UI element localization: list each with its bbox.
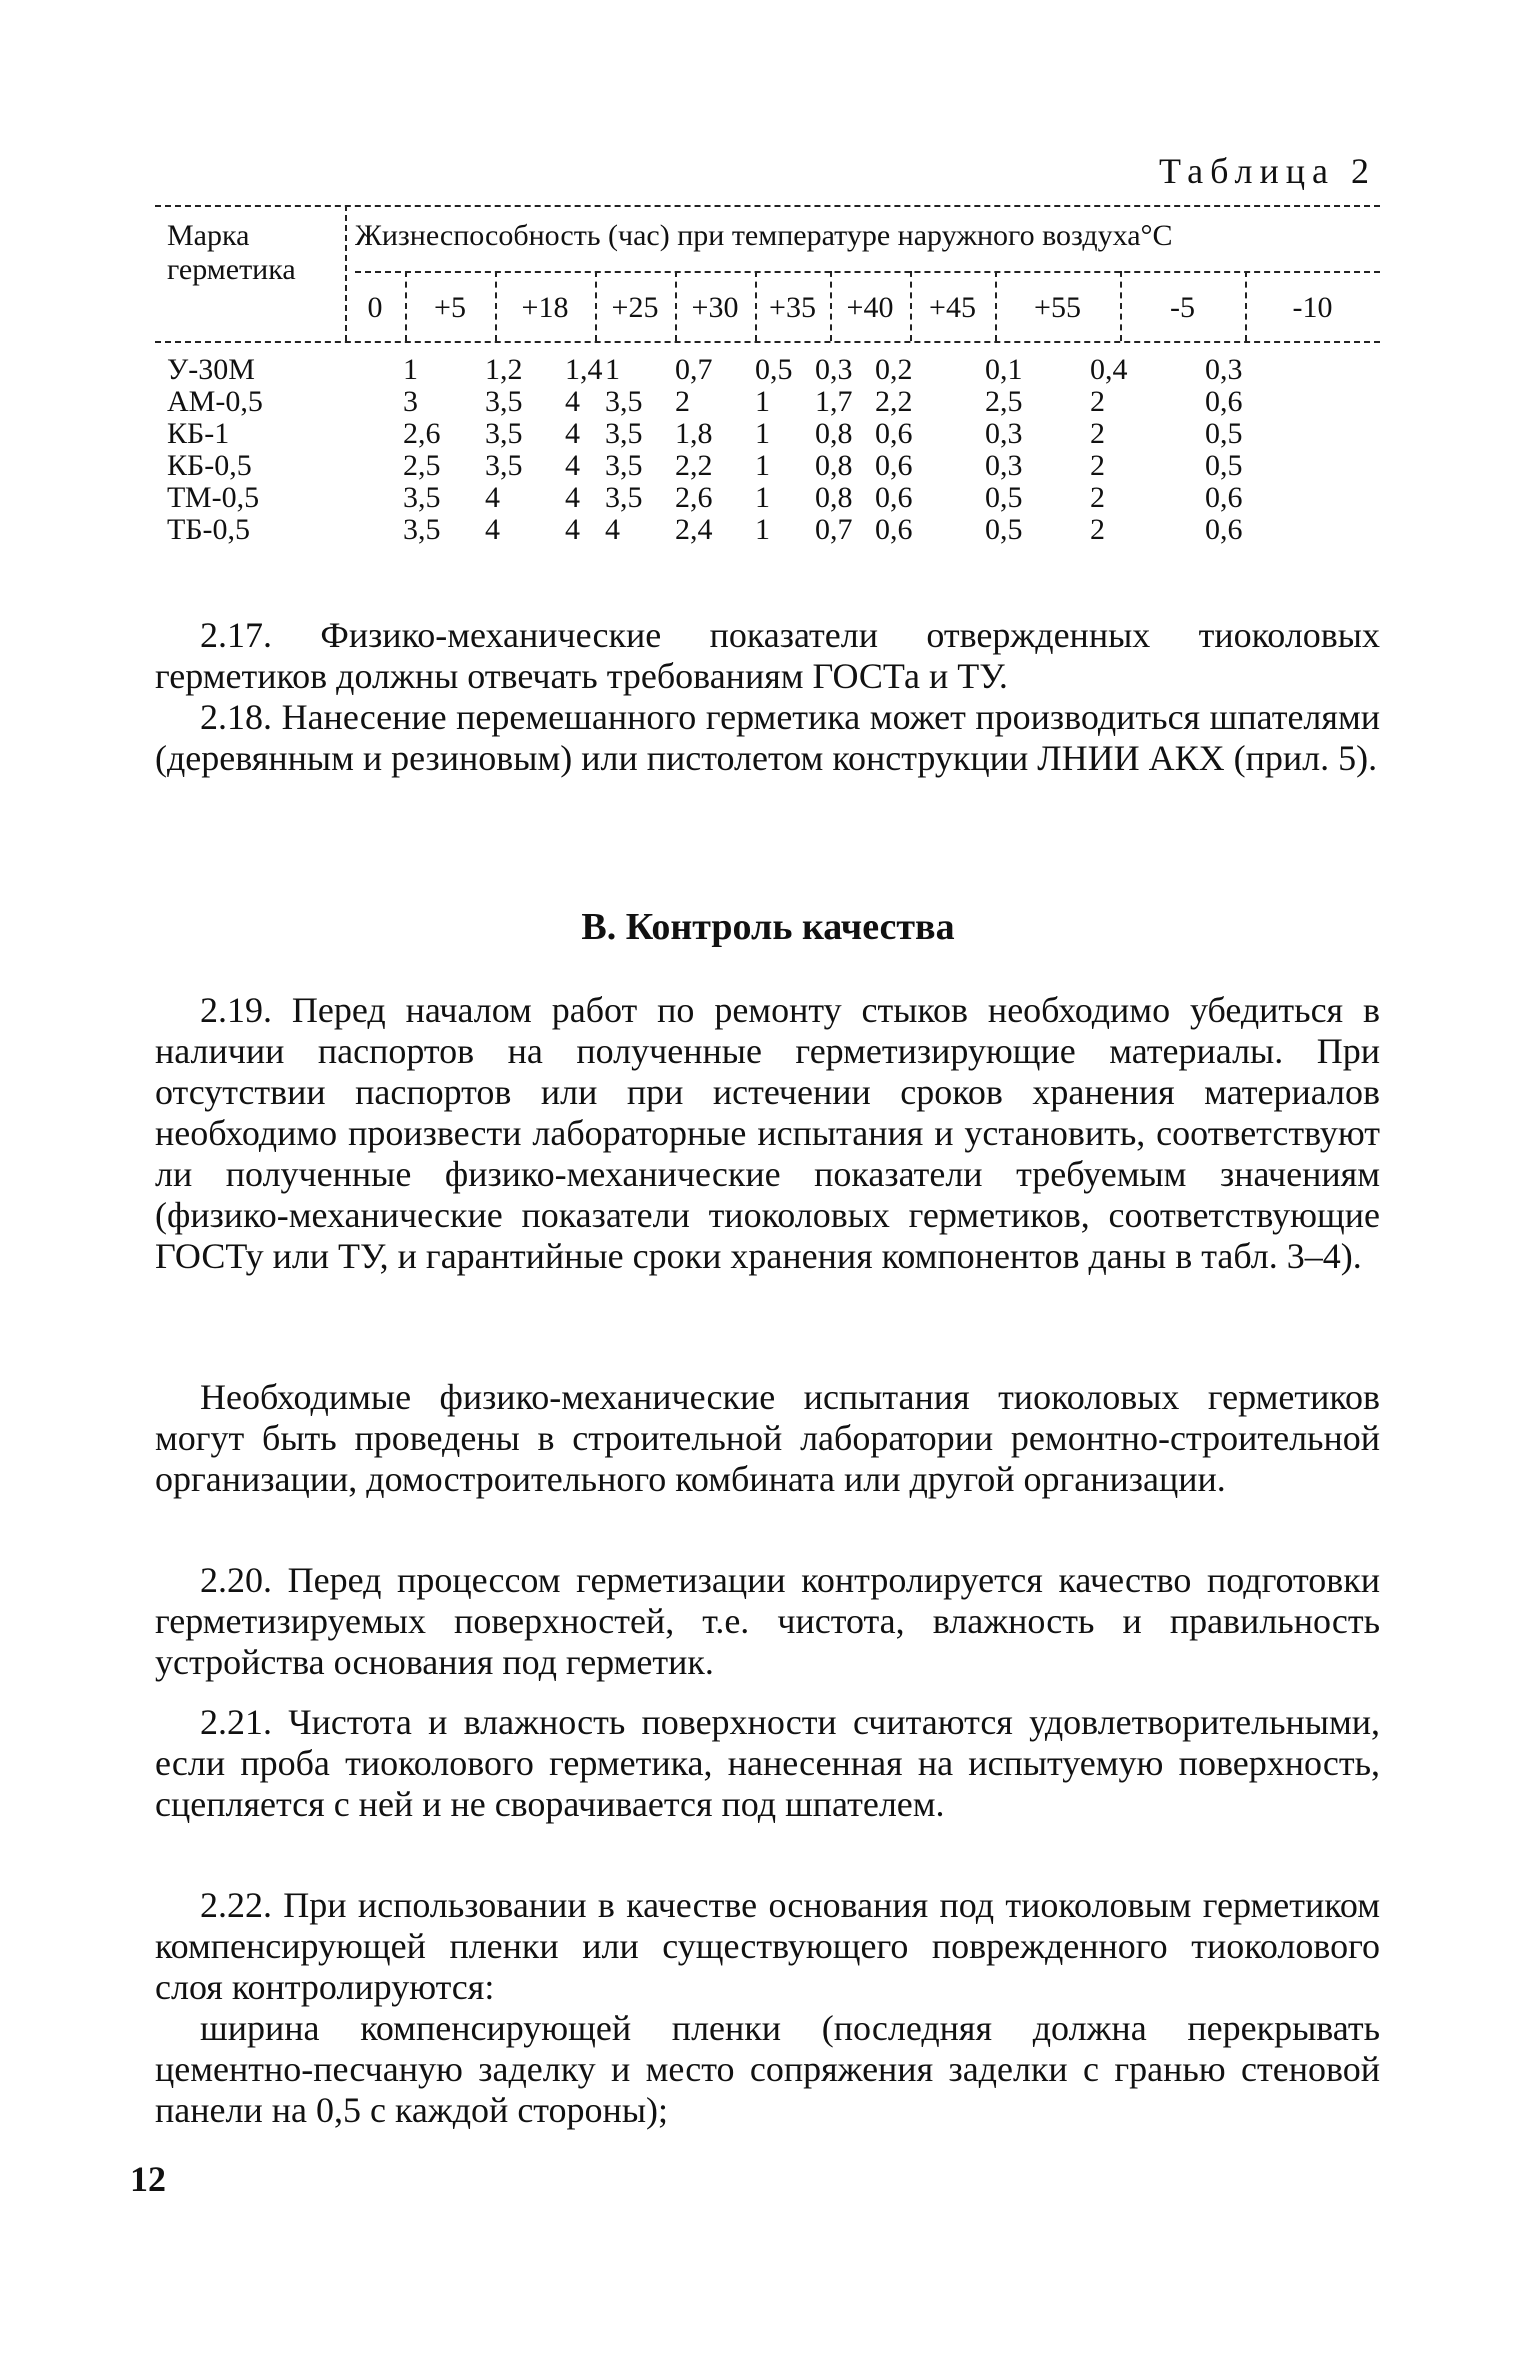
paragraph-2-21: 2.21. Чистота и влажность поверхности считаются удовлетворительными, если проба тиоколового герметика, нанесенная на испытуемую поверхность, сцепляется с ней и не сворачивается под шпателем. (155, 1702, 1380, 1824)
header-pot-life: Жизнеспособность (час) при температуре наружного воздуха°C (355, 219, 1173, 252)
value-cell: 2 (1090, 481, 1105, 514)
paragraph-2-17: 2.17. Физико-механические показатели отвержденных тиоколовых герметиков должны отвечать требованиям ГОСТа и ТУ. (155, 615, 1380, 696)
value-cell: 3,5 (403, 481, 441, 514)
value-cell: 2 (1090, 449, 1105, 482)
value-cell: 0,5 (755, 353, 793, 386)
table-row (155, 353, 1380, 385)
value-cell: 2,5 (985, 385, 1023, 418)
table-row (155, 449, 1380, 481)
value-cell: 0,3 (1205, 353, 1243, 386)
temperature-column-divider (595, 271, 597, 341)
section-heading: В. Контроль качества (581, 906, 955, 948)
value-cell: 4 (565, 385, 580, 418)
value-cell: 0,3 (985, 417, 1023, 450)
temperature-column-divider (675, 271, 677, 341)
brand-cell: КБ-0,5 (167, 449, 252, 482)
value-cell: 3,5 (605, 385, 643, 418)
value-cell: 4 (565, 481, 580, 514)
value-cell: 0,8 (815, 417, 853, 450)
brand-cell: У-30М (167, 353, 255, 386)
temperature-header-cell: -5 (1170, 291, 1195, 324)
page-number: 12 (130, 2159, 166, 2199)
value-cell: 0,5 (1205, 417, 1243, 450)
value-cell: 0,5 (985, 481, 1023, 514)
temperature-column-divider (830, 271, 832, 341)
value-cell: 0,6 (875, 513, 913, 546)
value-cell: 2,2 (675, 449, 713, 482)
temperature-column-divider (755, 271, 757, 341)
value-cell: 0,3 (985, 449, 1023, 482)
value-cell: 2 (1090, 417, 1105, 450)
temperature-column-divider (1120, 271, 1122, 341)
value-cell: 1 (755, 481, 770, 514)
value-cell: 1 (755, 385, 770, 418)
temperature-header-cell: +30 (691, 291, 739, 324)
paragraph-2-18: 2.18. Нанесение перемешанного герметика может производиться шпателями (деревянным и резиновым) или пистолетом конструкции ЛНИИ АКХ (прил. 5). (155, 697, 1380, 778)
table-row (155, 417, 1380, 449)
table-row (155, 513, 1380, 545)
value-cell: 1 (755, 513, 770, 546)
value-cell: 4 (565, 513, 580, 546)
table-row (155, 481, 1380, 513)
table-top-rule (155, 205, 1380, 207)
value-cell: 2,5 (403, 449, 441, 482)
table-row (155, 385, 1380, 417)
value-cell: 4 (485, 481, 500, 514)
temperature-column-divider (495, 271, 497, 341)
value-cell: 1,7 (815, 385, 853, 418)
value-cell: 0,6 (875, 417, 913, 450)
table-subheader-rule (355, 271, 1380, 273)
paragraph-2-19: 2.19. Перед началом работ по ремонту стыков необходимо убедиться в наличии паспортов на полученные герметизирующие материалы. При отсутствии паспортов или при истечении сроков хранения материалов необходимо произвести лабораторные испытания и установить, соответствуют ли полученные физико-механические показатели требуемым значениям (физико-механические показатели тиоколовых герметиков, соответствующие ГОСТу или ТУ, и гарантийные сроки хранения компонентов даны в табл. 3–4). (155, 990, 1380, 1276)
temperature-header-cell: +45 (929, 291, 976, 324)
value-cell: 3 (403, 385, 418, 418)
value-cell: 2 (1090, 385, 1105, 418)
value-cell: 1 (755, 449, 770, 482)
value-cell: 0,2 (875, 353, 913, 386)
paragraph-2-22: 2.22. При использовании в качестве основания под тиоколовым герметиком компенсирующей пленки или существующего поврежденного тиоколового слоя контролируются: (155, 1885, 1380, 2007)
value-cell: 0,7 (815, 513, 853, 546)
temperature-column-divider (1245, 271, 1247, 341)
value-cell: 0,6 (875, 449, 913, 482)
value-cell: 0,1 (985, 353, 1023, 386)
header-brand: Марка герметика (167, 219, 296, 286)
paragraph-2-22-item: ширина компенсирующей пленки (последняя должна перекрывать цементно-песчаную заделку и место сопряжения заделки с гранью стеновой панели на 0,5 с каждой стороны); (155, 2008, 1380, 2130)
temperature-header-cell: 0 (367, 291, 383, 324)
value-cell: 0,3 (815, 353, 853, 386)
value-cell: 1 (755, 417, 770, 450)
brand-cell: ТМ-0,5 (167, 481, 260, 514)
value-cell: 1,4 (565, 353, 603, 386)
temperature-header-cell: +18 (521, 291, 569, 324)
temperature-column-divider (405, 271, 407, 341)
value-cell: 3,5 (485, 449, 523, 482)
value-cell: 4 (565, 417, 580, 450)
value-cell: 2,2 (875, 385, 913, 418)
value-cell: 3,5 (485, 417, 523, 450)
value-cell: 1,2 (485, 353, 523, 386)
value-cell: 4 (605, 513, 620, 546)
temperature-header-cell: +5 (434, 291, 466, 324)
paragraph-2-20: 2.20. Перед процессом герметизации контролируется качество подготовки герметизируемых поверхностей, т.е. чистота, влажность и правильность устройства основания под герметик. (155, 1560, 1380, 1682)
value-cell: 4 (485, 513, 500, 546)
value-cell: 0,5 (985, 513, 1023, 546)
temperature-column-divider (995, 271, 997, 341)
value-cell: 3,5 (605, 417, 643, 450)
temperature-column-divider (910, 271, 912, 341)
value-cell: 0,6 (1205, 513, 1243, 546)
temperature-header-cell: +55 (1034, 291, 1081, 324)
value-cell: 2,6 (403, 417, 441, 450)
table-header-bottom-rule (155, 341, 1380, 343)
value-cell: 1,8 (675, 417, 713, 450)
temperature-header-cell: -10 (1292, 291, 1333, 324)
value-cell: 4 (565, 449, 580, 482)
value-cell: 2 (675, 385, 690, 418)
value-cell: 3,5 (605, 449, 643, 482)
temperature-header-cell: +25 (611, 291, 659, 324)
value-cell: 2,4 (675, 513, 713, 546)
value-cell: 1 (403, 353, 418, 386)
paragraph-2-19-cont: Необходимые физико-механические испытания тиоколовых герметиков могут быть проведены в строительной лаборатории ремонтно-строительной организации, домостроительного комбината или другой организации. (155, 1377, 1380, 1499)
temperature-header-cell: +40 (846, 291, 894, 324)
brand-cell: ТБ-0,5 (167, 513, 251, 546)
value-cell: 0,6 (1205, 481, 1243, 514)
value-cell: 0,8 (815, 449, 853, 482)
temperature-header-cell: +35 (769, 291, 816, 324)
value-cell: 3,5 (605, 481, 643, 514)
value-cell: 0,5 (1205, 449, 1243, 482)
value-cell: 0,7 (675, 353, 713, 386)
brand-cell: КБ-1 (167, 417, 230, 450)
value-cell: 0,6 (875, 481, 913, 514)
value-cell: 3,5 (485, 385, 523, 418)
value-cell: 0,8 (815, 481, 853, 514)
brand-cell: АМ-0,5 (167, 385, 263, 418)
value-cell: 0,6 (1205, 385, 1243, 418)
value-cell: 2,6 (675, 481, 713, 514)
value-cell: 1 (605, 353, 620, 386)
value-cell: 0,4 (1090, 353, 1128, 386)
value-cell: 2 (1090, 513, 1105, 546)
table-caption: Таблица 2 (1159, 151, 1376, 191)
value-cell: 3,5 (403, 513, 441, 546)
